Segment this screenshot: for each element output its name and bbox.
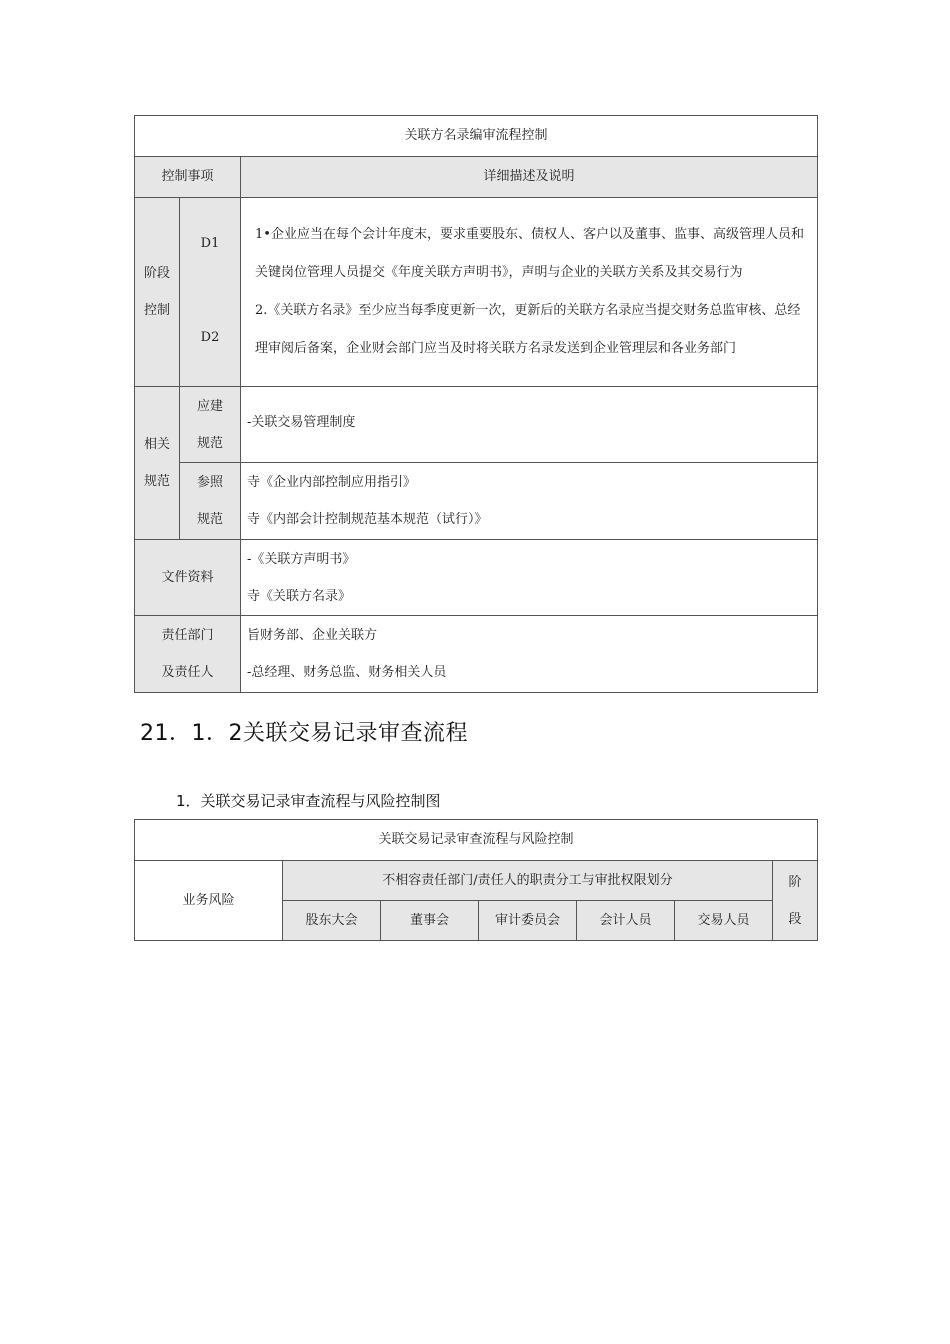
related-transaction-review-table	[134, 819, 818, 941]
reference-norms-value	[241, 463, 818, 540]
responsibility-item-2: -总经理、财务总监、财务相关人员	[247, 665, 447, 680]
responsibility-item-1: 旨财务部、企业关联方	[247, 628, 378, 643]
norms-label-line-2: 规范	[143, 474, 170, 489]
document-item-2: 寺《关联方名录》	[247, 588, 352, 604]
business-risk-label: 业务风险	[135, 861, 283, 941]
stage-label-line-1: 阶段	[143, 266, 170, 281]
reference-item-1: 寺《企业内部控制应用指引》	[247, 475, 417, 490]
duties-header: 不相容责任部门/责任人的职责分工与审批权限划分	[283, 861, 773, 901]
stage-code-d1: D1	[200, 236, 220, 251]
role-trader: 交易人员	[675, 901, 773, 941]
stage-control-label	[135, 198, 180, 387]
stage-header-line-1: 阶	[788, 874, 802, 890]
role-shareholders-meeting: 股东大会	[283, 901, 381, 941]
document-item-1: -《关联方声明书》	[247, 551, 356, 567]
table-title: 关联方名录编审流程控制	[135, 116, 818, 157]
should-label-line-2: 规范	[196, 435, 223, 451]
control-item-header: 控制事项	[135, 157, 241, 198]
stage-paragraph-1: 1•企业应当在每个会计年度末，要求重要股东、债权人、客户以及董事、监事、高级管理人员和关键岗位管理人员提交《年度关联方声明书》，声明与企业的关联方关系及其交易行为	[255, 227, 804, 280]
role-board-of-directors: 董事会	[381, 901, 479, 941]
section-heading: 21．1．2关联交易记录审查流程	[140, 721, 468, 746]
stage-header-line-2: 段	[788, 911, 802, 927]
role-audit-committee: 审计委员会	[479, 901, 577, 941]
norms-label-line-1: 相关	[143, 437, 170, 452]
documents-value	[241, 540, 818, 616]
related-norms-label	[135, 387, 180, 540]
resp-label-line-1: 责任部门	[161, 628, 214, 643]
ref-label-line-1: 参照	[196, 475, 223, 490]
should-build-norms-label	[180, 387, 241, 463]
stage-paragraph-2: 2.《关联方名录》至少应当每季度更新一次，更新后的关联方名录应当提交财务总监审核、总经理审阅后备案，企业财会部门应当及时将关联方名录发送到企业管理层和各业务部门	[255, 303, 801, 356]
stage-header	[773, 861, 818, 941]
should-label-line-1: 应建	[196, 398, 223, 414]
documents-label: 文件资料	[135, 540, 241, 616]
stage-description	[241, 198, 818, 387]
responsibility-label	[135, 616, 241, 693]
stage-codes	[180, 198, 241, 387]
stage-label-line-2: 控制	[143, 303, 170, 318]
reference-norms-label	[180, 463, 241, 540]
should-build-norms-value: -关联交易管理制度	[241, 387, 818, 463]
responsibility-value	[241, 616, 818, 693]
resp-label-line-2: 及责任人	[161, 665, 214, 680]
section-subheading: 1．关联交易记录审查流程与风险控制图	[176, 792, 441, 810]
stage-code-d2: D2	[200, 330, 220, 345]
related-party-list-control-table	[134, 115, 818, 693]
ref-label-line-2: 规范	[196, 512, 223, 527]
table-title: 关联交易记录审查流程与风险控制	[135, 820, 818, 861]
description-header: 详细描述及说明	[241, 157, 818, 198]
reference-item-2: 寺《内部会计控制规范基本规范（试行）》	[247, 512, 488, 527]
role-accountant: 会计人员	[577, 901, 675, 941]
